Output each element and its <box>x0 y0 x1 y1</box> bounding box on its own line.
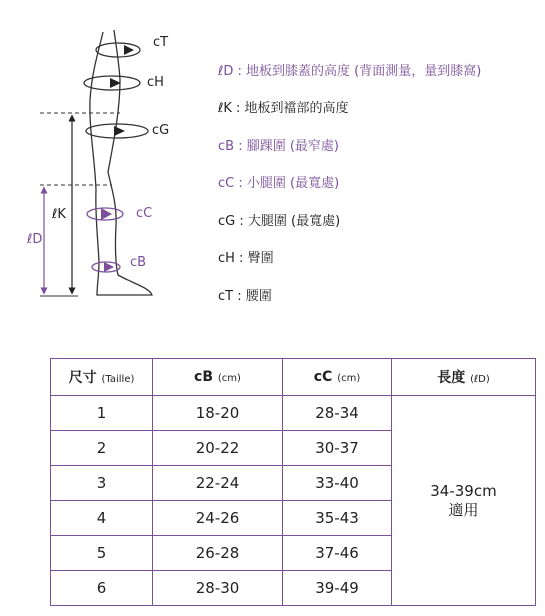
cell-cc: 35-43 <box>283 501 392 536</box>
legend-cg: cG : 大腿圍 (最寬處) <box>218 214 341 229</box>
cell-cc: 39-49 <box>283 571 392 606</box>
label-ct: cT <box>153 35 169 50</box>
label-cc: cC <box>136 206 153 221</box>
cell-size: 1 <box>51 396 153 431</box>
legend-cb: cB : 腳踝圍 (最窄處) <box>218 139 339 154</box>
header-cc: cC (cm) <box>283 359 392 396</box>
cell-cb: 20-22 <box>153 431 283 466</box>
cell-length <box>392 396 536 606</box>
label-cg: cG <box>152 123 170 138</box>
thigh-arrow <box>114 126 125 136</box>
label-ld: ℓD <box>27 232 43 247</box>
cell-cb: 22-24 <box>153 466 283 501</box>
label-lk: ℓK <box>52 207 66 222</box>
legend-ch: cH : 臀圍 <box>218 251 274 266</box>
legend-cc: cC : 小腿圍 (最寬處) <box>218 176 340 191</box>
header-length: 長度 (ℓD) <box>392 359 536 396</box>
length-note: 適用 <box>448 500 479 519</box>
cell-size: 2 <box>51 431 153 466</box>
leg-measurement-diagram <box>0 0 200 310</box>
legend-ct: cT : 腰圍 <box>218 289 272 304</box>
label-cb: cB <box>130 255 147 270</box>
cell-size: 3 <box>51 466 153 501</box>
header-size: 尺寸 (Taille) <box>51 359 153 396</box>
header-cb: cB (cm) <box>153 359 283 396</box>
table-header-row <box>51 359 536 396</box>
calf-arrow <box>101 208 112 220</box>
cell-cb: 18-20 <box>153 396 283 431</box>
label-ch: cH <box>147 75 164 90</box>
table-row <box>51 396 536 431</box>
ankle-arrow <box>104 262 114 272</box>
cell-cc: 28-34 <box>283 396 392 431</box>
size-table <box>50 358 536 606</box>
legend-lk: ℓK : 地板到襠部的高度 <box>218 101 349 116</box>
cell-cb: 26-28 <box>153 536 283 571</box>
length-value: 34-39cm <box>430 481 497 500</box>
cell-size: 4 <box>51 501 153 536</box>
cell-size: 5 <box>51 536 153 571</box>
cell-cc: 30-37 <box>283 431 392 466</box>
cell-size: 6 <box>51 571 153 606</box>
cell-cb: 28-30 <box>153 571 283 606</box>
legend-ld: ℓD : 地板到膝蓋的高度 (背面測量，量到膝窩) <box>218 64 482 79</box>
cell-cc: 37-46 <box>283 536 392 571</box>
waist-arrow <box>124 45 134 55</box>
cell-cc: 33-40 <box>283 466 392 501</box>
cell-cb: 24-26 <box>153 501 283 536</box>
